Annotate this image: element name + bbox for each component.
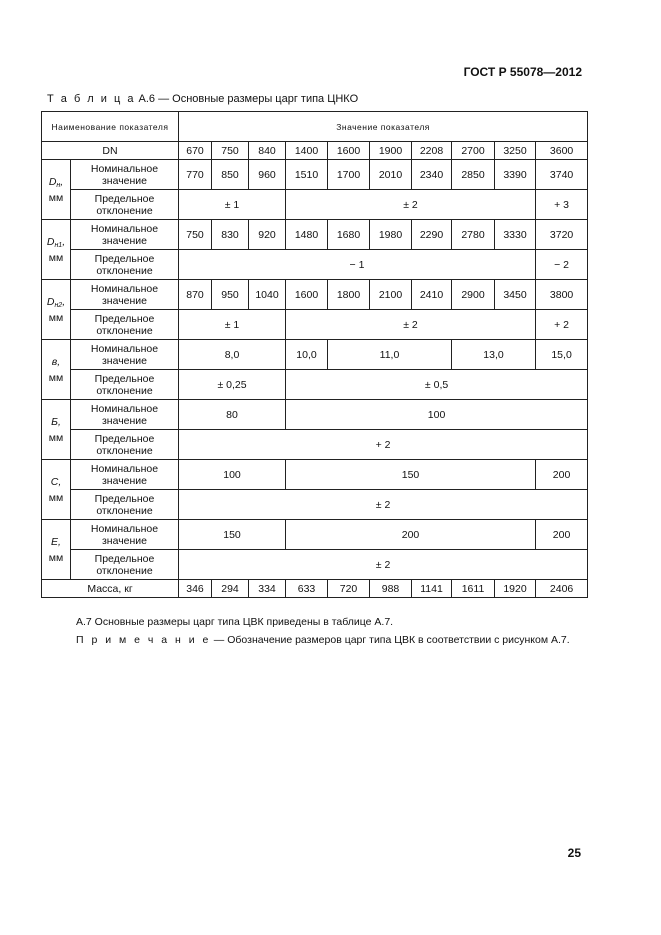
header-row <box>42 112 588 142</box>
nominal-row <box>42 520 588 550</box>
deviation-label: Предельное отклонение <box>71 430 179 460</box>
deviation-label: Предельное отклонение <box>71 190 179 220</box>
dn-value: 1400 <box>286 142 328 160</box>
nominal-label: Номинальное значение <box>71 160 179 190</box>
nominal-value: 3800 <box>536 280 588 310</box>
nominal-value: 80 <box>179 400 286 430</box>
param-letter: D <box>46 235 55 248</box>
nominal-value: 3390 <box>495 160 536 190</box>
nominal-value: 3740 <box>536 160 588 190</box>
parameter-label <box>42 280 71 340</box>
nominal-value: 870 <box>179 280 212 310</box>
deviation-row <box>42 190 588 220</box>
mass-label: Масса, кг <box>42 580 179 598</box>
param-unit: мм <box>48 251 64 264</box>
parameter-label <box>42 160 71 220</box>
dimensions-table <box>41 111 588 598</box>
nominal-value: 2010 <box>370 160 412 190</box>
nominal-value: 100 <box>179 460 286 490</box>
nominal-value: 150 <box>286 460 536 490</box>
deviation-value: ± 0,5 <box>286 370 588 400</box>
dn-value: 840 <box>249 142 286 160</box>
param-suffix: , <box>62 235 66 248</box>
param-unit: мм <box>48 431 64 444</box>
param-letter: в <box>51 355 58 368</box>
mass-value: 1141 <box>412 580 452 598</box>
nominal-value: 850 <box>212 160 249 190</box>
mass-value: 633 <box>286 580 328 598</box>
param-letter: Е <box>51 535 59 548</box>
deviation-value: ± 1 <box>179 310 286 340</box>
nominal-row <box>42 340 588 370</box>
deviation-value: ± 2 <box>286 190 536 220</box>
param-unit: мм <box>48 191 64 204</box>
nominal-value: 2410 <box>412 280 452 310</box>
nominal-label: Номинальное значение <box>71 520 179 550</box>
deviation-row <box>42 250 588 280</box>
nominal-value: 960 <box>249 160 286 190</box>
deviation-value: ± 2 <box>179 490 588 520</box>
nominal-value: 1800 <box>328 280 370 310</box>
nominal-label: Номинальное значение <box>71 220 179 250</box>
param-unit: мм <box>48 371 64 384</box>
deviation-row <box>42 310 588 340</box>
param-suffix: , <box>60 175 64 188</box>
note-text: — Обозначение размеров царг типа ЦВК в соответствии с рисунком А.7. <box>210 634 570 646</box>
nominal-value: 1040 <box>249 280 286 310</box>
param-suffix: , <box>58 475 62 488</box>
param-unit: мм <box>48 551 64 564</box>
parameter-label <box>42 460 71 520</box>
mass-value: 346 <box>179 580 212 598</box>
dn-row <box>42 142 588 160</box>
paragraph-a7: А.7 Основные размеры царг типа ЦВК приведены в таблице А.7. <box>76 616 394 628</box>
nominal-value: 200 <box>536 520 588 550</box>
param-suffix: , <box>57 355 61 368</box>
deviation-label: Предельное отклонение <box>71 490 179 520</box>
deviation-value: − 2 <box>536 250 588 280</box>
nominal-value: 1480 <box>286 220 328 250</box>
nominal-value: 2340 <box>412 160 452 190</box>
nominal-value: 2780 <box>452 220 495 250</box>
nominal-value: 13,0 <box>452 340 536 370</box>
page-number: 25 <box>567 846 581 860</box>
deviation-value: + 2 <box>536 310 588 340</box>
nominal-value: 770 <box>179 160 212 190</box>
parameter-label <box>42 520 71 580</box>
deviation-value: + 3 <box>536 190 588 220</box>
nominal-value: 920 <box>249 220 286 250</box>
deviation-value: ± 2 <box>286 310 536 340</box>
standard-header: ГОСТ Р 55078—2012 <box>463 65 582 79</box>
param-subscript: н <box>56 181 61 189</box>
param-suffix: , <box>58 535 61 548</box>
nominal-value: 15,0 <box>536 340 588 370</box>
mass-value: 1611 <box>452 580 495 598</box>
deviation-label: Предельное отклонение <box>71 370 179 400</box>
param-subscript: н1 <box>54 241 63 249</box>
nominal-value: 3720 <box>536 220 588 250</box>
dn-value: 750 <box>212 142 249 160</box>
dn-value: 3250 <box>495 142 536 160</box>
nominal-row <box>42 460 588 490</box>
param-letter: D <box>48 175 57 188</box>
deviation-value: + 2 <box>179 430 588 460</box>
param-letter: D <box>46 295 55 308</box>
param-unit: мм <box>48 311 64 324</box>
deviation-value: − 1 <box>179 250 536 280</box>
nominal-value: 3330 <box>495 220 536 250</box>
param-unit: мм <box>48 491 64 504</box>
table-caption <box>47 93 358 105</box>
param-suffix: , <box>62 295 66 308</box>
note-prefix: П р и м е ч а н и е <box>76 634 211 646</box>
parameter-label <box>42 400 71 460</box>
nominal-value: 11,0 <box>328 340 452 370</box>
nominal-label: Номинальное значение <box>71 400 179 430</box>
header-indicator-value: Значение показателя <box>179 112 588 142</box>
nominal-value: 2850 <box>452 160 495 190</box>
nominal-value: 200 <box>536 460 588 490</box>
nominal-value: 10,0 <box>286 340 328 370</box>
mass-value: 720 <box>328 580 370 598</box>
parameter-label <box>42 340 71 400</box>
deviation-row <box>42 490 588 520</box>
deviation-label: Предельное отклонение <box>71 310 179 340</box>
mass-value: 1920 <box>495 580 536 598</box>
nominal-row <box>42 280 588 310</box>
nominal-value: 950 <box>212 280 249 310</box>
mass-value: 334 <box>249 580 286 598</box>
nominal-label: Номинальное значение <box>71 340 179 370</box>
nominal-value: 1980 <box>370 220 412 250</box>
nominal-label: Номинальное значение <box>71 280 179 310</box>
deviation-value: ± 0,25 <box>179 370 286 400</box>
caption-text: А.6 — Основные размеры царг типа ЦНКО <box>135 93 359 105</box>
dn-value: 1600 <box>328 142 370 160</box>
deviation-value: ± 1 <box>179 190 286 220</box>
nominal-label: Номинальное значение <box>71 460 179 490</box>
mass-value: 294 <box>212 580 249 598</box>
deviation-row <box>42 370 588 400</box>
nominal-value: 100 <box>286 400 588 430</box>
deviation-row <box>42 550 588 580</box>
deviation-row <box>42 430 588 460</box>
mass-value: 988 <box>370 580 412 598</box>
parameter-label <box>42 220 71 280</box>
deviation-label: Предельное отклонение <box>71 250 179 280</box>
param-letter: С <box>50 475 59 488</box>
param-subscript: н2 <box>54 301 63 309</box>
deviation-value: ± 2 <box>179 550 588 580</box>
nominal-row <box>42 160 588 190</box>
nominal-row <box>42 400 588 430</box>
nominal-value: 2290 <box>412 220 452 250</box>
dn-value: 2208 <box>412 142 452 160</box>
dn-value: 3600 <box>536 142 588 160</box>
caption-prefix: Т а б л и ц а <box>47 93 136 105</box>
nominal-value: 8,0 <box>179 340 286 370</box>
nominal-row <box>42 220 588 250</box>
nominal-value: 830 <box>212 220 249 250</box>
nominal-value: 1700 <box>328 160 370 190</box>
param-letter: Б <box>51 415 58 428</box>
mass-value: 2406 <box>536 580 588 598</box>
deviation-label: Предельное отклонение <box>71 550 179 580</box>
nominal-value: 1680 <box>328 220 370 250</box>
nominal-value: 750 <box>179 220 212 250</box>
nominal-value: 1510 <box>286 160 328 190</box>
param-suffix: , <box>57 415 61 428</box>
nominal-value: 200 <box>286 520 536 550</box>
dn-value: 2700 <box>452 142 495 160</box>
dn-value: 1900 <box>370 142 412 160</box>
nominal-value: 3450 <box>495 280 536 310</box>
dn-value: 670 <box>179 142 212 160</box>
nominal-value: 1600 <box>286 280 328 310</box>
mass-row <box>42 580 588 598</box>
note-paragraph <box>76 634 570 646</box>
nominal-value: 150 <box>179 520 286 550</box>
nominal-value: 2900 <box>452 280 495 310</box>
nominal-value: 2100 <box>370 280 412 310</box>
dn-label: DN <box>42 142 179 160</box>
header-indicator-name: Наименование показателя <box>42 112 179 142</box>
